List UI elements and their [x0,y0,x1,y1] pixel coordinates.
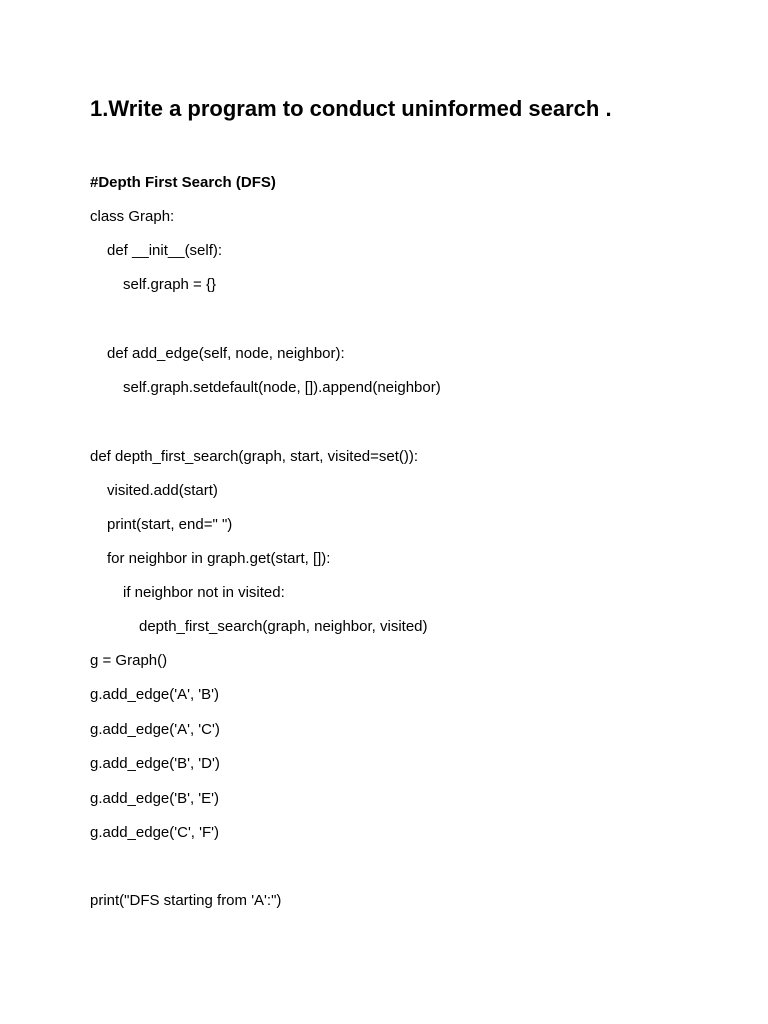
code-line-for-neighbor: for neighbor in graph.get(start, []): [107,550,331,567]
code-line-setdefault: self.graph.setdefault(node, []).append(neighbor) [123,379,441,396]
code-line-class-graph: class Graph: [90,208,175,225]
code-line-print-dfs: print("DFS starting from 'A':") [90,892,282,909]
section-heading: #Depth First Search (DFS) [90,174,276,191]
code-line-recursive-call: depth_first_search(graph, neighbor, visited) [139,618,428,635]
code-line-edge-b-d: g.add_edge('B', 'D') [90,755,220,772]
code-line-graph-instance: g = Graph() [90,652,168,669]
code-line-if-not-visited: if neighbor not in visited: [123,584,285,601]
code-line-init-def: def __init__(self): [107,242,223,259]
code-line-edge-c-f: g.add_edge('C', 'F') [90,824,220,841]
code-line-add-edge-def: def add_edge(self, node, neighbor): [107,345,345,362]
code-line-edge-a-c: g.add_edge('A', 'C') [90,721,220,738]
code-line-dfs-def: def depth_first_search(graph, start, visited=set()): [90,448,419,465]
code-line-edge-a-b: g.add_edge('A', 'B') [90,686,220,703]
page-title: 1.Write a program to conduct uninformed search . [90,96,612,121]
code-line-print-start: print(start, end=" ") [107,516,233,533]
code-line-graph-assign: self.graph = {} [123,276,216,293]
code-line-visited-add: visited.add(start) [107,482,218,499]
code-line-edge-b-e: g.add_edge('B', 'E') [90,790,220,807]
